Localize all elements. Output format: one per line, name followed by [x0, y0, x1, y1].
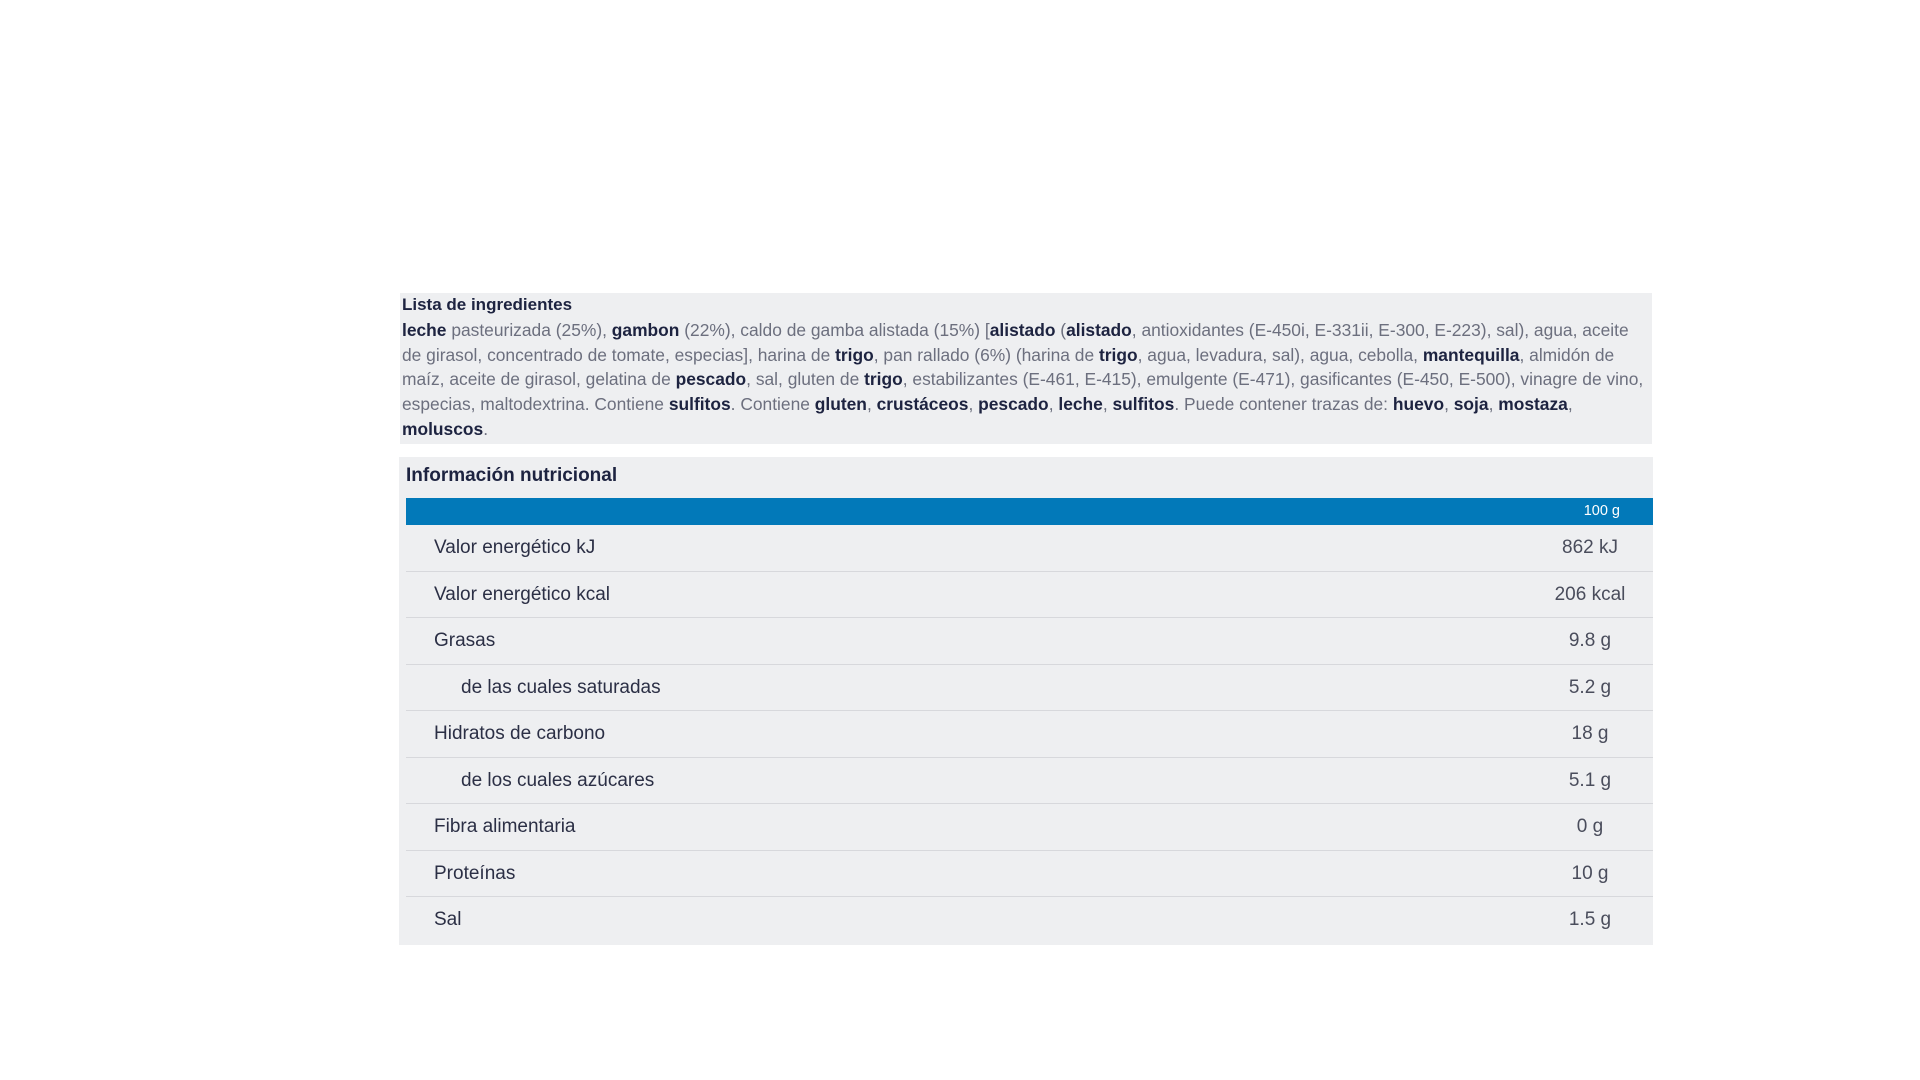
allergen-highlight: huevo	[1392, 394, 1445, 415]
allergen-highlight: leche	[1058, 394, 1103, 415]
nutrition-row	[406, 758, 1653, 805]
ingredient-text-segment: . Contiene	[730, 394, 815, 415]
ingredient-text-segment: , pan rallado (6%) (harina de	[873, 344, 1099, 365]
allergen-highlight: sulfitos	[1112, 394, 1175, 415]
ingredient-text-segment: , antioxidantes (E-450i, E-331ii, E-300, E-223), sal), agua, aceite de girasol, concentrado de tomate, especias], harina de	[402, 319, 1629, 365]
ingredient-text-segment: , agua, levadura, sal), agua, cebolla,	[1137, 344, 1423, 365]
nutrient-value: 0 g	[1576, 816, 1604, 837]
allergen-highlight: trigo	[1099, 344, 1138, 365]
nutrition-row	[406, 897, 1653, 944]
allergen-highlight: moluscos	[402, 418, 484, 439]
nutrition-table	[406, 525, 1653, 944]
nutrient-label: Fibra alimentaria	[434, 816, 576, 837]
ingredient-text-segment: (	[1055, 319, 1067, 340]
nutrient-value: 18 g	[1571, 723, 1609, 744]
nutrient-value: 5.2 g	[1568, 676, 1612, 698]
nutrition-row	[406, 851, 1653, 898]
ingredients-section	[400, 293, 1652, 444]
allergen-highlight: trigo	[864, 369, 903, 390]
allergen-highlight: mostaza	[1498, 394, 1568, 415]
allergen-highlight: mantequilla	[1422, 344, 1520, 365]
ingredient-text-segment: ,	[1444, 394, 1454, 415]
nutrient-label: Grasas	[434, 630, 496, 651]
nutrition-title: Información nutricional	[406, 465, 618, 486]
allergen-highlight: gluten	[814, 394, 867, 415]
allergen-highlight: pescado	[978, 394, 1049, 415]
nutrient-label: Hidratos de carbono	[434, 723, 606, 744]
ingredient-text-segment: , estabilizantes (E-461, E-415), emulgente (E-471), gasificantes (E-450, E-500), vinagre de vino, especias, maltodextrina. Contiene	[402, 369, 1644, 415]
ingredient-text-segment: , sal, gluten de	[746, 369, 865, 390]
ingredient-text-segment: ,	[968, 394, 979, 415]
nutrition-row	[406, 572, 1653, 619]
ingredients-title: Lista de ingredientes	[402, 295, 573, 314]
nutrition-row	[406, 665, 1653, 712]
nutrition-row	[406, 804, 1653, 851]
nutrient-label: Proteínas	[434, 862, 516, 884]
allergen-highlight: crustáceos	[876, 394, 969, 415]
ingredient-text-segment: , almidón de maíz, aceite de girasol, gelatina de	[402, 344, 1615, 390]
nutrient-value: 10 g	[1571, 862, 1609, 884]
ingredient-text-segment: ,	[1048, 394, 1059, 415]
nutrient-value: 1.5 g	[1568, 909, 1612, 930]
allergen-highlight: leche	[402, 319, 447, 340]
allergen-highlight: alistado	[989, 319, 1056, 340]
ingredients-text	[402, 318, 1650, 442]
nutrient-label: de los cuales azúcares	[461, 769, 655, 791]
allergen-highlight: soja	[1453, 394, 1489, 415]
allergen-highlight: alistado	[1066, 319, 1132, 340]
ingredient-text-segment: ,	[1488, 394, 1499, 415]
column-header-100g: 100 g	[1583, 503, 1620, 519]
nutrition-table-header	[406, 498, 1653, 525]
nutrition-section	[399, 457, 1653, 945]
nutrient-value: 9.8 g	[1568, 630, 1612, 651]
nutrition-row	[406, 618, 1653, 665]
nutrition-row	[406, 525, 1653, 572]
ingredient-text-segment: ,	[1567, 394, 1573, 415]
ingredient-text-segment: . Puede contener trazas de:	[1174, 394, 1393, 415]
ingredient-text-segment: .	[483, 418, 489, 439]
ingredient-text-segment: pasteurizada (25%),	[446, 319, 612, 340]
nutrient-label: de las cuales saturadas	[461, 676, 661, 698]
nutrient-label: Valor energético kcal	[434, 583, 611, 605]
allergen-highlight: trigo	[835, 344, 874, 365]
allergen-highlight: pescado	[675, 369, 747, 390]
nutrient-value: 206 kcal	[1554, 583, 1626, 605]
nutrient-label: Valor energético kJ	[434, 537, 596, 558]
nutrient-value: 5.1 g	[1568, 769, 1612, 791]
ingredient-text-segment: ,	[1102, 394, 1113, 415]
allergen-highlight: sulfitos	[668, 394, 731, 415]
ingredient-text-segment: ,	[866, 394, 877, 415]
ingredient-text-segment: (22%), caldo de gamba alistada (15%) [	[679, 319, 990, 340]
nutrient-value: 862 kJ	[1562, 537, 1618, 558]
nutrition-row	[406, 711, 1653, 758]
allergen-highlight: gambon	[611, 319, 680, 340]
nutrient-label: Sal	[434, 909, 462, 930]
